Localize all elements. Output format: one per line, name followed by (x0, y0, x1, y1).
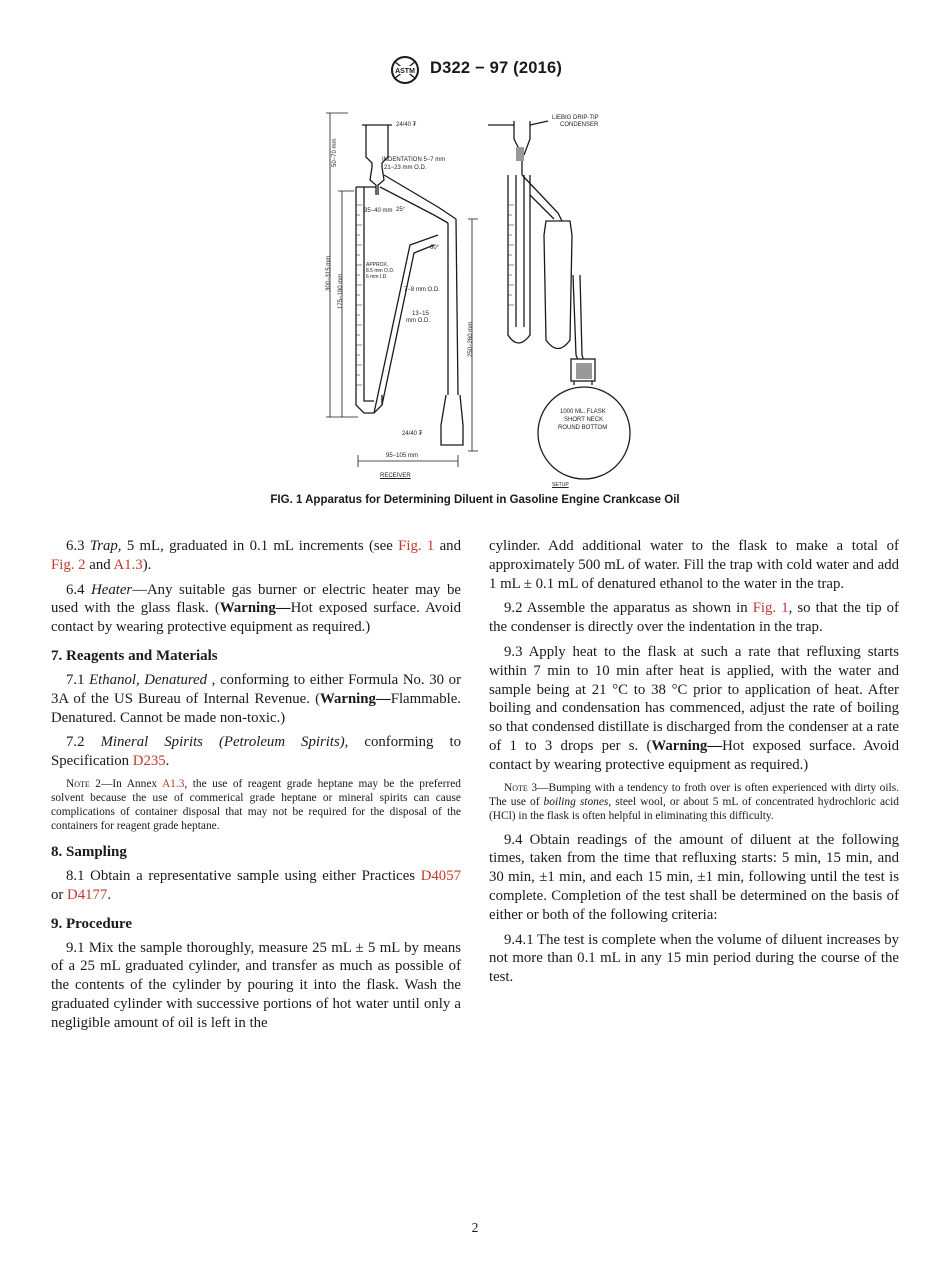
link-a1-3[interactable]: A1.3 (113, 556, 143, 573)
label-indentation-2: 21−23 mm O.D. (384, 165, 427, 171)
link-fig-1[interactable]: Fig. 1 (398, 538, 435, 554)
link-d4057[interactable]: D4057 (420, 867, 461, 884)
label-od-1315-1: 13−15 (412, 311, 429, 317)
astm-logo-icon (385, 55, 425, 85)
label-od-78: 7−8 mm O.D. (404, 287, 440, 293)
note-3: Note 3—Bumping with a tendency to froth over is often experienced with dirty oils. The use of boiling stones, steel wool, or about 5 mL of concentrated hydrochloric acid (HCl) in the flask is often helpful in eliminating this difficulty. (489, 781, 899, 822)
paragraph-9-1-continued: cylinder. Add additional water to the flask to make a total of approximately 500 mL of water. Fill the trap with cold water and add 1 mL ± 0.1 mL of denatured ethanol to the water in the trap. (489, 538, 899, 592)
page-header (0, 55, 950, 85)
label-flask-1: 1000 ML. FLASK (560, 409, 606, 415)
paragraph-6-4: 6.4 Heater—Any suitable gas burner or electric heater may be used with the glass flask. (Warning—Hot exposed surface. Avoid contact by wearing protective equipment as required.) (51, 581, 461, 636)
label-angle-35: 35−40 mm (364, 208, 393, 214)
paragraph-9-3: 9.3 Apply heat to the flask at such a rate that refluxing starts within 7 min to 10 min after heat is applied, with the water and sample being at 21 °C to 38 °C prior to application of heat. After boiling and condensation has commenced, adjust the rate of boiling so that condensed distillate is discharged from the condenser at a rate of 1 to 3 drops per s. (Warning—Hot exposed surface. Avoid contact by wearing protective equipment as required.) (489, 643, 899, 773)
label-approx-3: 6 mm I.D. (366, 274, 388, 280)
label-approx-1: APPROX. (366, 262, 389, 268)
link-a1-3-note[interactable]: A1.3 (161, 777, 185, 790)
label-flask-3: ROUND BOTTOM (558, 425, 608, 431)
label-condenser-2: CONDENSER (560, 122, 599, 128)
section-heading-9: 9. Procedure (51, 915, 133, 932)
document-designation: D322 − 97 (2016) (430, 59, 563, 77)
link-d4177[interactable]: D4177 (67, 886, 108, 903)
label-joint-top: 24/40 ₮ (396, 122, 417, 128)
label-angle-60: 60° (430, 245, 440, 251)
paragraph-9-1: 9.1 Mix the sample thoroughly, measure 25 mL ± 5 mL by means of a 25 mL graduated cylinder, and transfer as much as possible of the contents of the cylinder by pouring it into the flask. Wash the graduated cylinder with successive portions of hot water until only a negligible amount of oil is left in the (51, 939, 461, 1031)
label-flask-2: SHORT NECK (564, 417, 604, 423)
right-column (489, 537, 899, 993)
svg-text:ASTM: ASTM (395, 68, 415, 75)
note-2: Note 2—In Annex A1.3, the use of reagent grade heptane may be the preferred solvent because the use of commerical grade heptane or mineral spirits can cause complications of container disposal that may not be required for the disposal of the containers for reagent grade heptane. (51, 777, 461, 832)
label-dim-left-inner: 175−190 mm (338, 273, 344, 309)
label-setup: SETUP (552, 482, 569, 488)
label-angle-25: 25° (396, 207, 406, 213)
label-dim-right: 250−260 mm (468, 321, 474, 357)
paragraph-7-1: 7.1 Ethanol, Denatured , conforming to either Formula No. 30 or 3A of the US Bureau of Internal Revenue. (Warning—Flammable. Denatured. Cannot be made non-toxic.) (51, 671, 461, 726)
label-joint-bottom: 24/40 ₮ (402, 431, 423, 437)
paragraph-7-2: 7.2 Mineral Spirits (Petroleum Spirits), conforming to Specification D235. (51, 734, 461, 770)
paragraph-6-3: 6.3 Trap, 5 mL, graduated in 0.1 mL increments (see Fig. 1 and Fig. 2 and A1.3). (51, 538, 461, 573)
figure-caption: FIG. 1 Apparatus for Determining Diluent in Gasoline Engine Crankcase Oil (270, 494, 680, 506)
link-d235[interactable]: D235 (132, 753, 166, 770)
paragraph-9-2: 9.2 Assemble the apparatus as shown in Fig. 1, so that the tip of the condenser is directly over the indentation in the trap. (489, 600, 899, 636)
link-fig-2[interactable]: Fig. 2 (51, 556, 86, 573)
figure-1-apparatus (318, 95, 648, 490)
label-dim-left-outer: 300−315 mm (326, 255, 332, 291)
paragraph-8-1: 8.1 Obtain a representative sample using either Practices D4057 or D4177. (51, 867, 461, 903)
paragraph-9-4-1: 9.4.1 The test is complete when the volume of diluent increases by not more than 0.1 mL in any 15 min period during the course of the test. (489, 931, 899, 986)
label-od-1315-2: mm O.D. (406, 318, 430, 324)
label-condenser-1: LIEBIG DRIP-TIP (552, 115, 599, 121)
page-number: 2 (471, 1220, 479, 1235)
label-approx-2: 8.5 mm O.D. (366, 268, 395, 274)
paragraph-9-4: 9.4 Obtain readings of the amount of diluent at the following times, taken from the time that refluxing starts: 5 min, 15 min, and 30 min, ±1 min, and each 15 min, ±1 min, following until the test is complete. Completion of the test shall be determined on the basis of either or both of the following criteria: (489, 831, 899, 923)
label-receiver: RECEIVER (380, 473, 411, 479)
section-heading-8: 8. Sampling (51, 843, 127, 860)
section-heading-7: 7. Reagents and Materials (51, 647, 218, 664)
left-column (51, 537, 461, 1039)
label-indentation-1: INDENTATION 5−7 mm (382, 157, 446, 163)
label-width-dim: 95−105 mm (386, 453, 418, 459)
label-dim-left-top: 50−70 mm (332, 138, 338, 167)
link-fig-1-b[interactable]: Fig. 1 (752, 600, 789, 617)
